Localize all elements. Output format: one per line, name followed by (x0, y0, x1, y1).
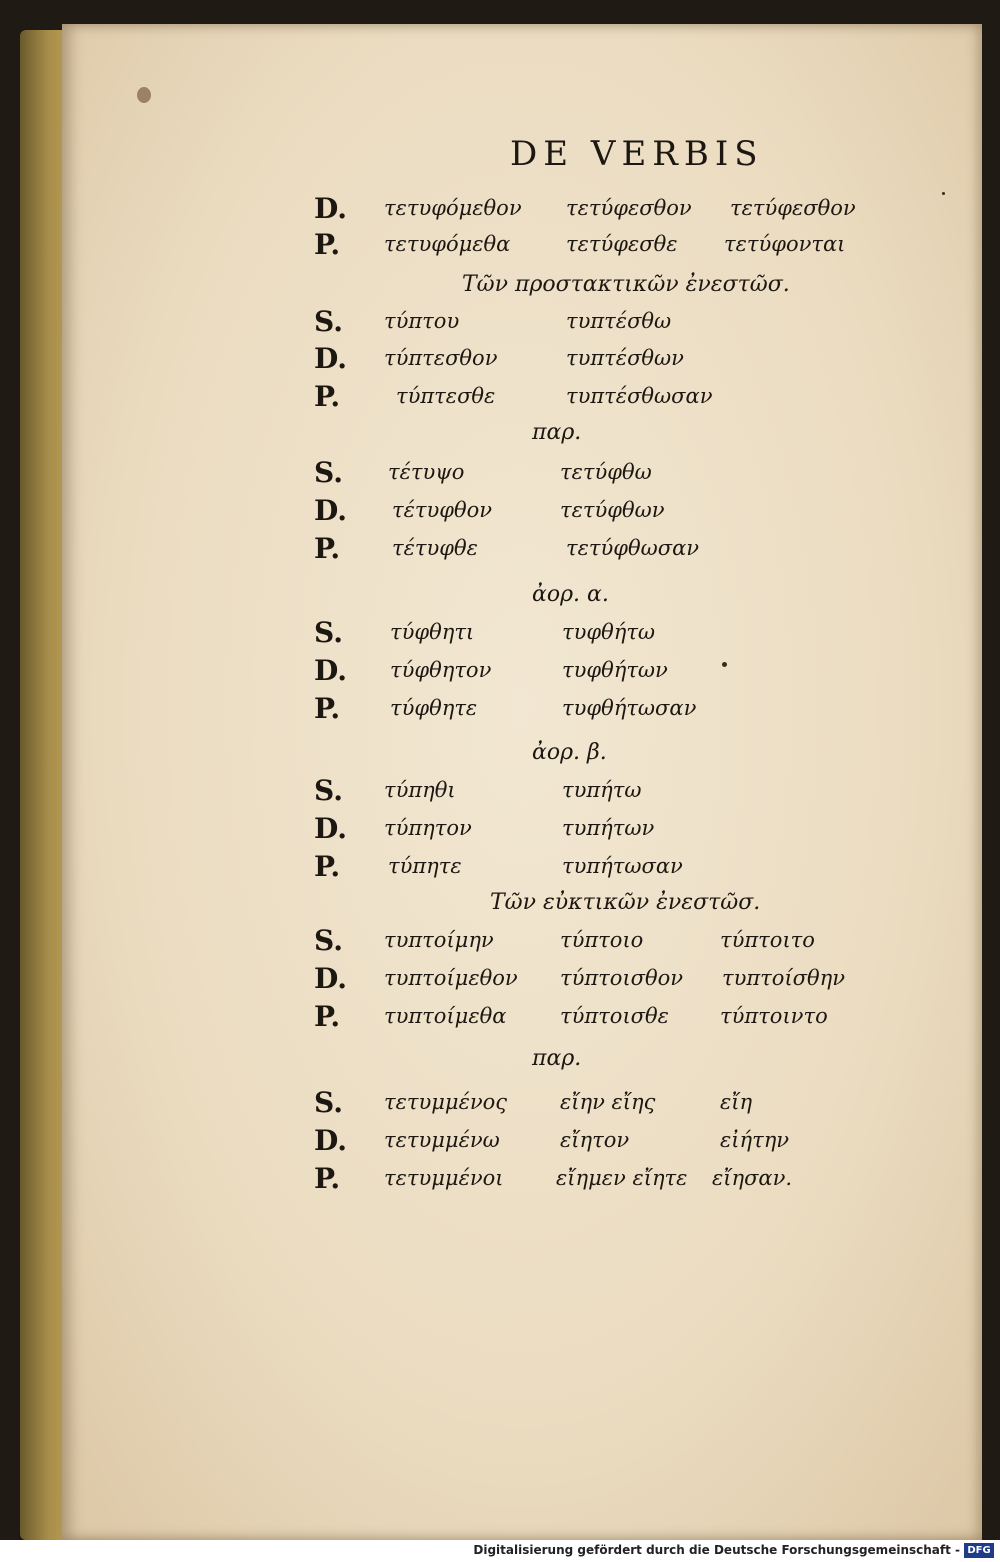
number-label: S. (314, 456, 343, 489)
verb-form: τυπτοίμεθα (384, 1004, 507, 1028)
number-label: S. (314, 305, 343, 338)
verb-form: τυπτέσθωσαν (566, 384, 713, 408)
section-heading: Τῶν εὐκτικῶν ἐνεστῶσ. (490, 890, 761, 915)
verb-form: εἴησαν. (712, 1166, 793, 1190)
verb-form: τέτυφθον (392, 498, 493, 522)
verb-form: τύπηθι (384, 778, 456, 802)
section-heading: παρ. (532, 1046, 582, 1071)
number-label: S. (314, 774, 343, 807)
verb-form: τύπτοιτο (720, 928, 815, 952)
verb-form: τετύφεσθε (566, 232, 678, 256)
number-label: S. (314, 1086, 343, 1119)
number-label: P. (314, 380, 341, 413)
number-label: D. (314, 962, 348, 995)
verb-form: τετυμμένοι (384, 1166, 504, 1190)
verb-form: εἰήτην (720, 1128, 790, 1152)
verb-form: τετύφθων (560, 498, 665, 522)
number-label: D. (314, 494, 348, 527)
verb-form: τύπτεσθε (396, 384, 496, 408)
section-heading: ἀορ. α. (532, 582, 609, 607)
verb-form: τύφθητε (390, 696, 478, 720)
number-label: P. (314, 1000, 341, 1033)
verb-form: τυπτέσθω (566, 309, 672, 333)
ink-speck (722, 662, 727, 667)
ink-speck (942, 192, 945, 195)
footer-bar (0, 1540, 1000, 1562)
verb-form: τετύφονται (724, 232, 846, 256)
verb-form: τύπτου (384, 309, 460, 333)
verb-form: τυφθήτω (562, 620, 656, 644)
number-label: S. (314, 616, 343, 649)
number-label: P. (314, 850, 341, 883)
verb-form: τύπητον (384, 816, 472, 840)
verb-form: τετύφεσθον (566, 196, 692, 220)
verb-form: εἴη (720, 1090, 753, 1114)
number-label: P. (314, 228, 341, 261)
verb-form: τυπτέσθων (566, 346, 684, 370)
verb-form: τετύφθω (560, 460, 652, 484)
funding-credit: Digitalisierung gefördert durch die Deutsche Forschungsgemeinschaft - (473, 1543, 960, 1557)
verb-form: τύπητε (388, 854, 462, 878)
verb-form: τύφθητι (390, 620, 475, 644)
number-label: D. (314, 342, 348, 375)
verb-form: τύπτοιντο (720, 1004, 828, 1028)
verb-form: τύπτοιο (560, 928, 644, 952)
verb-form: τετυφόμεθα (384, 232, 511, 256)
verb-form: τυφθήτων (562, 658, 668, 682)
verb-form: εἴητον (560, 1128, 630, 1152)
verb-form: τετύφεσθον (730, 196, 856, 220)
verb-form: τετυμμένω (384, 1128, 500, 1152)
verb-form: τετυφόμεθον (384, 196, 522, 220)
verb-form: τύφθητον (390, 658, 492, 682)
number-label: D. (314, 654, 348, 687)
verb-form: εἴημεν εἴητε (556, 1166, 688, 1190)
number-label: P. (314, 692, 341, 725)
verb-form: τυπήτω (562, 778, 642, 802)
number-label: S. (314, 924, 343, 957)
section-heading: ἀορ. β. (532, 740, 607, 765)
verb-form: τύπτοισθε (560, 1004, 669, 1028)
stain-mark (137, 87, 151, 103)
section-heading: Τῶν προστακτικῶν ἐνεστῶσ. (462, 272, 790, 297)
verb-form: τετύφθωσαν (566, 536, 700, 560)
verb-form: τέτυψο (388, 460, 465, 484)
number-label: P. (314, 1162, 341, 1195)
verb-form: τυπτοίμεθον (384, 966, 518, 990)
verb-form: τύπτεσθον (384, 346, 498, 370)
running-head: DE VERBIS (510, 134, 764, 174)
verb-form: τυπήτων (562, 816, 655, 840)
section-heading: παρ. (532, 420, 582, 445)
verb-form: εἴην εἴης (560, 1090, 656, 1114)
verb-form: τετυμμένος (384, 1090, 508, 1114)
dfg-logo: DFG (964, 1543, 994, 1558)
verb-form: τυφθήτωσαν (562, 696, 697, 720)
verb-form: τυπήτωσαν (562, 854, 683, 878)
verb-form: τυπτοίσθην (722, 966, 846, 990)
verb-form: τέτυφθε (392, 536, 478, 560)
number-label: D. (314, 1124, 348, 1157)
number-label: P. (314, 532, 341, 565)
number-label: D. (314, 192, 348, 225)
verb-form: τυπτοίμην (384, 928, 494, 952)
number-label: D. (314, 812, 348, 845)
verb-form: τύπτοισθον (560, 966, 684, 990)
